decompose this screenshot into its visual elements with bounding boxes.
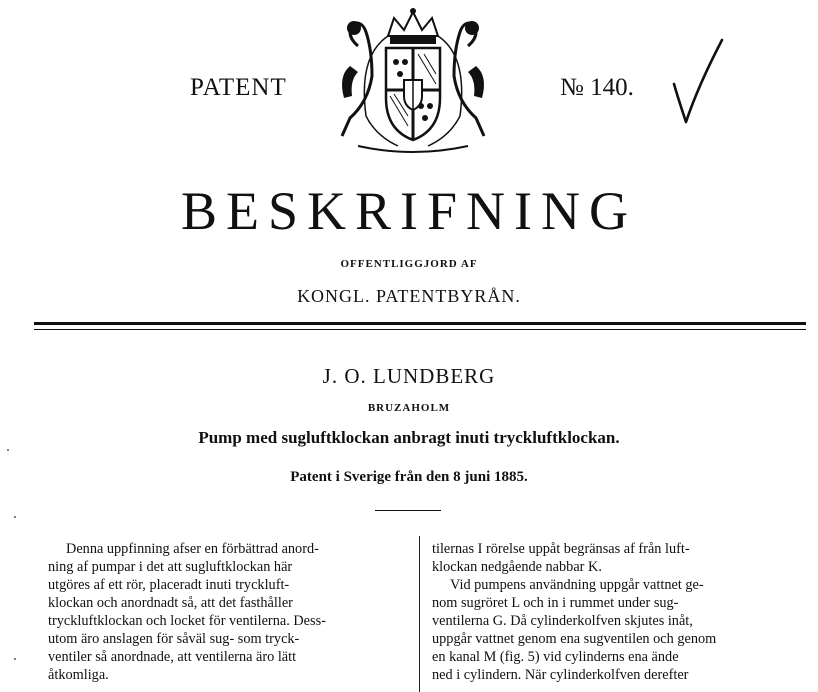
body-line: en kanal M (fig. 5) vid cylinderns ena ände [432,649,679,665]
body-line: utom äro anslagen för såväl sug- som tryck- [48,631,300,647]
body-line: ventilerna G. Då cylinderkolfven skjutes inåt, [432,613,693,629]
section-divider [375,510,441,511]
patent-label: PATENT [190,74,287,101]
margin-speck [14,516,16,518]
inventor-name: J. O. LUNDBERG [322,364,496,388]
body-line: uppgår vattnet genom ena sugventilen och genom [432,631,717,647]
body-line: åtkomliga. [48,667,109,683]
patent-office-name: KONGL. PATENTBYRÅN. [297,286,521,306]
body-line: klockan nedgående nabbar K. [432,559,602,575]
body-right-column [432,540,808,684]
invention-title: Pump med sugluftklockan anbragt inuti tryckluftklockan. [198,428,620,447]
swedish-coat-of-arms-icon [328,6,498,156]
patent-date: Patent i Sverige från den 8 juni 1885. [290,469,528,485]
body-line: tryckluftklockan och locket för ventilerna. Dess- [48,613,326,629]
handwritten-checkmark-icon [668,36,728,128]
header-divider-thin [34,329,806,330]
body-line: tilernas I rörelse uppåt begränsas af från luft- [432,541,690,557]
body-line: Denna uppfinning afser en förbättrad anord- [66,541,319,557]
patent-number: № 140. [560,74,634,101]
body-left-column [48,540,406,684]
published-by-label: OFFENTLIGGJORD AF [340,258,478,270]
body-line: ventiler så anordnade, att ventilerna äro lätt [48,649,297,665]
column-divider [419,536,420,692]
body-line: utgöres af ett rör, placeradt inuti tryckluft- [48,577,290,593]
header-divider-thick [34,322,806,325]
margin-speck [14,658,16,660]
margin-speck [7,449,9,451]
body-line: ned i cylindern. När cylinderkolfven derefter [432,667,689,683]
body-line: ning af pumpar i det att sugluftklockan här [48,559,293,575]
body-line: Vid pumpens användning uppgår vattnet ge- [450,577,704,593]
document-title: BESKRIFNING [180,181,638,241]
body-line: klockan och anordnadt så, att det fasthåller [48,595,293,611]
inventor-place: BRUZAHOLM [367,402,451,414]
body-line: nom sugröret L och in i rummet under sug- [432,595,679,611]
